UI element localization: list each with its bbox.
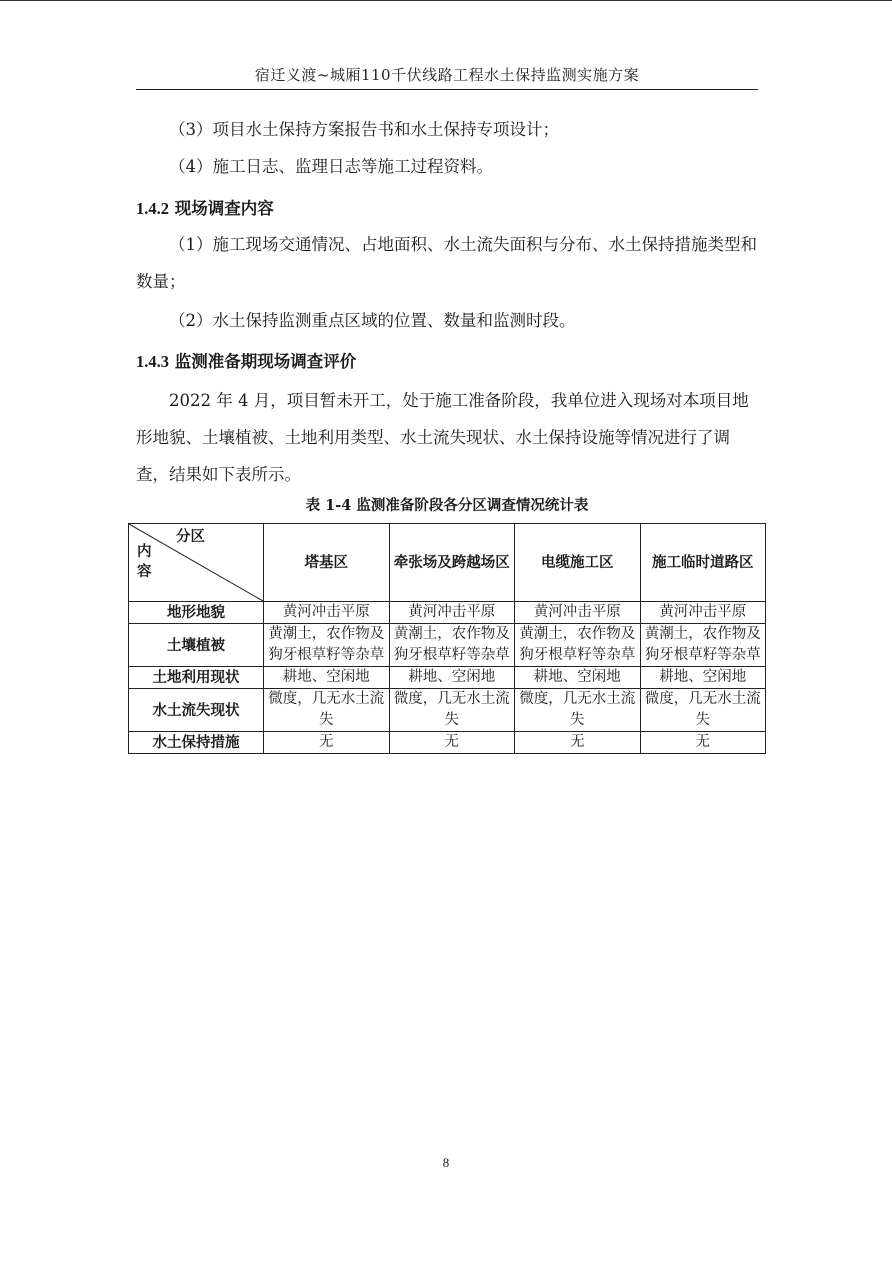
corner-column-label: 分区	[176, 528, 205, 545]
row-header: 地形地貌	[129, 602, 264, 624]
row-header: 水土保持措施	[129, 732, 264, 754]
section-title: 现场调查内容	[174, 199, 274, 218]
table-cell: 微度，几无水土流失	[389, 689, 515, 732]
evaluation-paragraph: 2022 年 4 月，项目暂未开工，处于施工准备阶段，我单位进入现场对本项目地形地貌、土壤植被、土地利用类型、水土流失现状、水土保持设施等情况进行了调查，结果如下表所示。	[136, 391, 749, 484]
table-row	[129, 732, 766, 754]
table-cell: 黄河冲击平原	[640, 602, 766, 624]
list-item-4: （4）施工日志、监理日志等施工过程资料。	[169, 157, 493, 176]
table-row	[129, 689, 766, 732]
section-heading-1-4-2	[136, 190, 274, 227]
table-cell: 微度，几无水土流失	[515, 689, 641, 732]
table-cell: 无	[389, 732, 515, 754]
section-number: 1.4.3	[136, 352, 169, 371]
table-row	[129, 602, 766, 624]
table-cell: 黄河冲击平原	[264, 602, 390, 624]
table-cell: 黄潮土，农作物及狗牙根草籽等杂草	[264, 624, 390, 667]
table-cell: 黄潮土，农作物及狗牙根草籽等杂草	[640, 624, 766, 667]
table-cell: 黄河冲击平原	[515, 602, 641, 624]
table-header-row	[129, 524, 766, 602]
section-title: 监测准备期现场调查评价	[174, 352, 357, 371]
column-header: 塔基区	[264, 524, 390, 602]
page-number: 8	[442, 1155, 450, 1170]
table-caption: 表 1-4 监测准备阶段各分区调查情况统计表	[305, 497, 589, 514]
row-header: 土壤植被	[129, 624, 264, 667]
table-cell: 耕地、空闲地	[264, 667, 390, 689]
survey-table	[128, 523, 766, 754]
table-cell: 黄河冲击平原	[389, 602, 515, 624]
table-cell: 耕地、空闲地	[389, 667, 515, 689]
list-item-3: （3）项目水土保持方案报告书和水土保持专项设计；	[169, 120, 559, 139]
table-corner-cell	[129, 524, 264, 602]
section-heading-1-4-3	[136, 343, 356, 380]
table-cell: 无	[264, 732, 390, 754]
survey-item-2: （2）水土保持监测重点区域的位置、数量和监测时段。	[169, 311, 576, 330]
column-header: 电缆施工区	[515, 524, 641, 602]
column-header: 牵张场及跨越场区	[389, 524, 515, 602]
table-cell: 耕地、空闲地	[640, 667, 766, 689]
corner-row-label: 内 容	[137, 543, 152, 580]
table-row	[129, 667, 766, 689]
table-cell: 黄潮土，农作物及狗牙根草籽等杂草	[389, 624, 515, 667]
table-cell: 耕地、空闲地	[515, 667, 641, 689]
table-cell: 黄潮土，农作物及狗牙根草籽等杂草	[515, 624, 641, 667]
table-cell: 微度，几无水土流失	[264, 689, 390, 732]
row-header: 土地利用现状	[129, 667, 264, 689]
row-header: 水土流失现状	[129, 689, 264, 732]
page-header: 宿迁义渡~城厢110千伏线路工程水土保持监测实施方案	[136, 64, 758, 90]
table-cell: 无	[515, 732, 641, 754]
table-cell: 无	[640, 732, 766, 754]
page-top-border	[0, 0, 892, 1]
section-number: 1.4.2	[136, 199, 169, 218]
table-cell: 微度，几无水土流失	[640, 689, 766, 732]
survey-item-1: （1）施工现场交通情况、占地面积、水土流失面积与分布、水土保持措施类型和数量；	[136, 235, 757, 291]
table-row	[129, 624, 766, 667]
column-header: 施工临时道路区	[640, 524, 766, 602]
